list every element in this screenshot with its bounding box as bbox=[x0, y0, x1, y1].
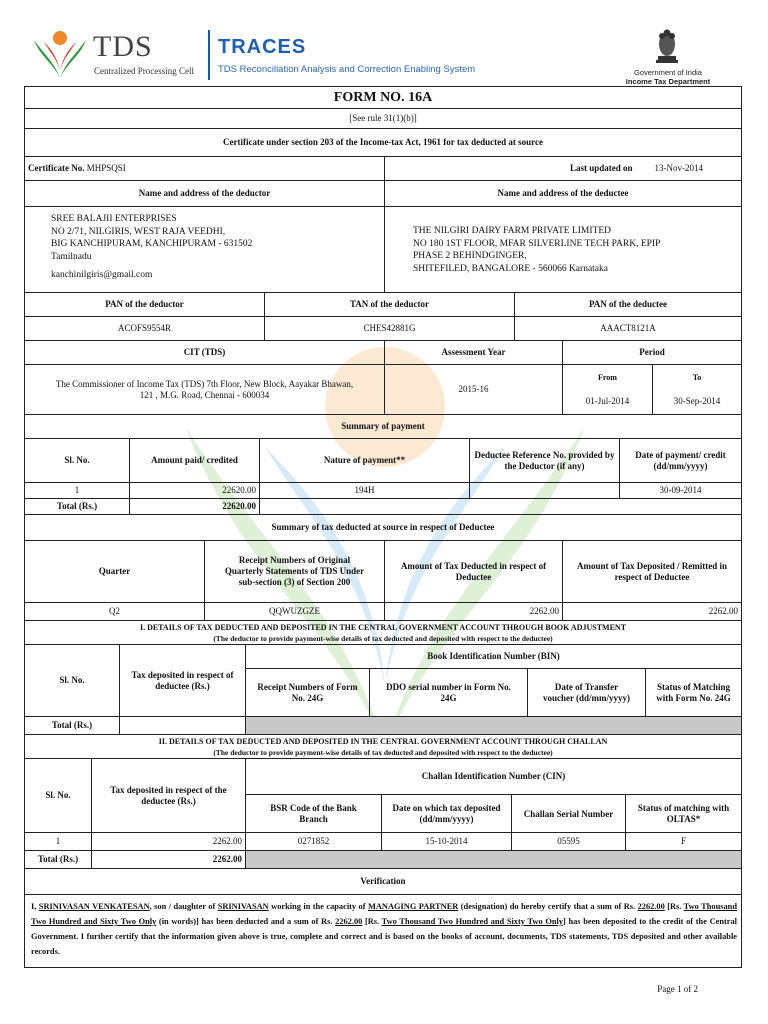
gov-of-india-label bbox=[612, 68, 724, 86]
header-divider bbox=[208, 30, 210, 80]
cin-col-status: Status of matching with OLTAS* bbox=[637, 803, 730, 824]
payment-date: 30-09-2014 bbox=[659, 485, 702, 495]
cin-total: 2262.00 bbox=[92, 851, 246, 868]
tds-logo-icon bbox=[30, 26, 90, 82]
bin-col-tax: Tax deposited in respect of deductee (Rs.) bbox=[120, 645, 246, 716]
verif-text: (in words)] has been deducted and a sum of Rs. bbox=[156, 917, 336, 926]
verif-text: working in the capacity of bbox=[268, 902, 368, 911]
verif-name: SRINIVASAN VENKATESAN bbox=[38, 902, 150, 911]
table-row bbox=[25, 483, 741, 499]
deductor-address-line: SREE BALAJII ENTERPRISES bbox=[51, 214, 177, 224]
verif-words: Two Thousand Two Hundred and Sixty Two Only bbox=[381, 917, 564, 926]
tan-deductor-label: TAN of the deductor bbox=[265, 293, 515, 316]
col-receipt-numbers: Receipt Numbers of Original Quarterly Statements of TDS Under sub-section (3) of Section 200 bbox=[205, 541, 385, 602]
address-row bbox=[25, 207, 741, 293]
verification-heading: Verification bbox=[360, 876, 406, 886]
cin-tax: 2262.00 bbox=[92, 833, 246, 850]
cit-value-row bbox=[25, 365, 741, 415]
traces-title: TRACES bbox=[218, 36, 307, 58]
certificate-heading-row bbox=[25, 129, 741, 157]
bin-heading: Book Identification Number (BIN) bbox=[246, 645, 741, 669]
cin-col-bsr: BSR Code of the Bank Branch bbox=[246, 795, 382, 833]
payment-total: 22620.00 bbox=[130, 499, 260, 514]
bin-total-label: Total (Rs.) bbox=[25, 717, 120, 734]
pan-tan-label-row bbox=[25, 293, 741, 317]
section1-subheading: (The deductor to provide payment-wise details of tax deducted and deposited with respect to the deductee) bbox=[213, 633, 553, 643]
table-row bbox=[25, 833, 741, 851]
deductee-address-line: THE NILGIRI DAIRY FARM PRIVATE LIMITED bbox=[413, 226, 611, 236]
last-updated-label: Last updated on bbox=[570, 163, 633, 173]
deductee-address-line: PHASE 2 BEHINDGINGER, bbox=[413, 251, 527, 261]
deductor-address-line: Tamilnadu bbox=[51, 251, 92, 262]
deductor-address-line: BIG KANCHIPURAM, KANCHIPURAM - 631502 bbox=[51, 239, 253, 249]
deductee-heading: Name and address of the deductee bbox=[497, 188, 629, 198]
col-quarter: Quarter bbox=[25, 541, 205, 602]
table-row bbox=[25, 603, 741, 621]
section2-header-row bbox=[25, 759, 741, 833]
cin-sl: 1 bbox=[25, 833, 92, 850]
col-nature-payment: Nature of payment** bbox=[260, 439, 470, 482]
summary-tax-header-row bbox=[25, 541, 741, 603]
bin-col-sl: Sl. No. bbox=[25, 645, 120, 716]
col-tax-deposited: Amount of Tax Deposited / Remitted in respect of Deductee bbox=[576, 560, 727, 582]
form-16a bbox=[24, 86, 742, 968]
section1-header-row bbox=[25, 645, 741, 717]
col-deductee-ref: Deductee Reference No. provided by the Deductor (if any) bbox=[470, 439, 620, 482]
period-to-label: To bbox=[692, 372, 702, 382]
deductor-address bbox=[51, 213, 252, 282]
form-title-row bbox=[25, 87, 741, 109]
deductor-email: kanchinilgiris@gmail.com bbox=[51, 270, 153, 280]
payment-ref bbox=[470, 483, 620, 498]
payment-amount: 22620.00 bbox=[130, 483, 260, 498]
summary-payment-heading-row bbox=[25, 415, 741, 439]
verif-text: (designation) do hereby certify that a sum of Rs. bbox=[458, 902, 638, 911]
cin-status: F bbox=[680, 836, 686, 846]
deductee-address bbox=[413, 225, 660, 275]
assessment-year-label: Assessment Year bbox=[385, 341, 563, 364]
cin-date: 15-10-2014 bbox=[382, 833, 512, 850]
last-updated: 13-Nov-2014 bbox=[654, 163, 704, 173]
page-header bbox=[0, 0, 768, 86]
tax-deducted: 2262.00 bbox=[385, 603, 563, 620]
cin-heading: Challan Identification Number (CIN) bbox=[246, 759, 741, 795]
rule-row bbox=[25, 109, 741, 129]
col-amount-paid: Amount paid/ credited bbox=[130, 439, 260, 482]
bin-total-row bbox=[25, 717, 741, 735]
cin-total-row bbox=[25, 851, 741, 869]
certificate-row bbox=[25, 157, 741, 181]
verif-text: I, bbox=[31, 902, 39, 911]
deductor-heading: Name and address of the deductor bbox=[25, 181, 385, 206]
verif-amount: 2262.00 bbox=[335, 917, 363, 926]
bin-col-receipt: Receipt Numbers of Form No. 24G bbox=[246, 669, 370, 717]
verif-text: [Rs. bbox=[362, 917, 382, 926]
verif-words: Two Thousand Two Hundred and Sixty Two Only bbox=[31, 902, 737, 926]
summary-payment-header-row bbox=[25, 439, 741, 483]
period-from: 01-Jul-2014 bbox=[585, 396, 630, 407]
col-sl-no: Sl. No. bbox=[25, 439, 130, 482]
deductee-address-line: SHITEFILED, BANGALORE - 560066 Karnataka bbox=[413, 263, 608, 274]
summary-payment-heading: Summary of payment bbox=[341, 421, 425, 431]
certificate-no: MHPSQSI bbox=[86, 163, 126, 173]
verification-heading-row bbox=[25, 869, 741, 895]
traces-subtitle: TDS Reconciliation Analysis and Correction Enabling System bbox=[218, 64, 476, 75]
cit-label: CIT (TDS) bbox=[25, 341, 385, 364]
verif-amount: 2262.00 bbox=[637, 902, 665, 911]
certificate-heading: Certificate under section 203 of the Income-tax Act, 1961 for tax deducted at source bbox=[223, 137, 543, 147]
section2-heading-row bbox=[25, 735, 741, 759]
rule-ref: [See rule 31(1)(b)] bbox=[349, 113, 417, 123]
verif-text: ] has been deposited to the credit of the Central Government. I further certify that the information given above is true, complete and correct and is based on the books of account, documents, TDS statements, TDS deposited and other available records. bbox=[31, 917, 738, 956]
payment-total-row bbox=[25, 499, 741, 515]
cin-col-tax: Tax deposited in respect of the deductee (Rs.) bbox=[92, 759, 246, 832]
tds-subtitle: Centralized Processing Cell bbox=[94, 66, 194, 76]
section1-heading-row bbox=[25, 621, 741, 645]
tan-deductor: CHES42881G bbox=[265, 317, 515, 340]
national-emblem-icon bbox=[654, 26, 680, 66]
form-title: FORM NO. 16A bbox=[333, 90, 433, 105]
payment-nature: 194H bbox=[260, 483, 470, 498]
verif-text: , son / daughter of bbox=[149, 902, 218, 911]
section1-heading: I. DETAILS OF TAX DEDUCTED AND DEPOSITED IN THE CENTRAL GOVERNMENT ACCOUNT THROUGH BOOK ADJUSTMENT bbox=[139, 622, 627, 632]
bin-col-transfer: Date of Transfer voucher (dd/mm/yyyy) bbox=[528, 669, 646, 717]
summary-tax-heading-row bbox=[25, 515, 741, 541]
summary-tax-heading: Summary of tax deducted at source in respect of Deductee bbox=[271, 522, 495, 532]
page-number: Page 1 of 2 bbox=[657, 984, 698, 994]
deductee-address-line: NO 180 1ST FLOOR, MFAR SILVERLINE TECH PARK, EPIP bbox=[413, 238, 661, 249]
period-label: Period bbox=[639, 347, 665, 357]
cin-total-label: Total (Rs.) bbox=[25, 851, 92, 868]
tax-deposited: 2262.00 bbox=[708, 606, 738, 616]
pan-deductor: ACOFS9554R bbox=[25, 317, 265, 340]
cin-col-sl: Sl. No. bbox=[25, 759, 92, 832]
cin-total-gray bbox=[246, 851, 741, 868]
pan-deductee-label: PAN of the deductee bbox=[588, 299, 668, 309]
gov-line-1: Government of India bbox=[634, 68, 702, 77]
cit-heading-row bbox=[25, 341, 741, 365]
tds-logo-text: TDS bbox=[93, 30, 153, 63]
col-payment-date: Date of payment/ credit (dd/mm/yyyy) bbox=[635, 449, 726, 471]
verif-text: [Rs. bbox=[664, 902, 684, 911]
gov-line-2: Income Tax Department bbox=[625, 77, 711, 86]
tax-quarter: Q2 bbox=[25, 603, 205, 620]
cin-serial: 05595 bbox=[512, 833, 626, 850]
section2-heading: II. DETAILS OF TAX DEDUCTED AND DEPOSITED IN THE CENTRAL GOVERNMENT ACCOUNT THROUGH CHALLAN bbox=[158, 736, 608, 746]
bin-col-ddo: DDO serial number in Form No. 24G bbox=[370, 669, 528, 717]
cit-address: The Commissioner of Income Tax (TDS) 7th Floor, New Block, Aayakar Bhawan, 121 , M.G. Road, Chennai - 600034 bbox=[25, 365, 385, 414]
section2-subheading: (The deductor to provide payment-wise details of tax deducted and deposited with respect to the deductee) bbox=[213, 747, 553, 757]
payment-total-label: Total (Rs.) bbox=[25, 499, 130, 514]
assessment-year: 2015-16 bbox=[385, 365, 563, 414]
pan-deductee: AAACT8121A bbox=[600, 323, 656, 333]
payment-sl: 1 bbox=[25, 483, 130, 498]
verification-text bbox=[31, 899, 737, 959]
bin-total-gray bbox=[246, 717, 741, 734]
cin-bsr: 0271852 bbox=[246, 833, 382, 850]
pan-deductor-label: PAN of the deductor bbox=[25, 293, 265, 316]
cin-col-serial: Challan Serial Number bbox=[512, 795, 626, 833]
certificate-no-label: Certificate No. bbox=[28, 163, 85, 173]
verif-father: SRINIVASAN bbox=[217, 902, 269, 911]
tax-receipt: QQWUZGZE bbox=[205, 603, 385, 620]
pan-tan-value-row bbox=[25, 317, 741, 341]
bin-total bbox=[120, 717, 246, 734]
col-tax-deducted: Amount of Tax Deducted in respect of Deductee bbox=[385, 541, 563, 602]
period-from-label: From bbox=[598, 372, 617, 382]
bin-col-status: Status of Matching with Form No. 24G bbox=[656, 682, 731, 703]
cin-col-date: Date on which tax deposited (dd/mm/yyyy) bbox=[382, 795, 512, 833]
name-address-heading-row bbox=[25, 181, 741, 207]
deductor-address-line: NO 2/71, NILGIRIS, WEST RAJA VEEDHI, bbox=[51, 226, 226, 237]
period-to: 30-Sep-2014 bbox=[673, 396, 721, 407]
verif-designation: MANAGING PARTNER bbox=[367, 902, 459, 911]
